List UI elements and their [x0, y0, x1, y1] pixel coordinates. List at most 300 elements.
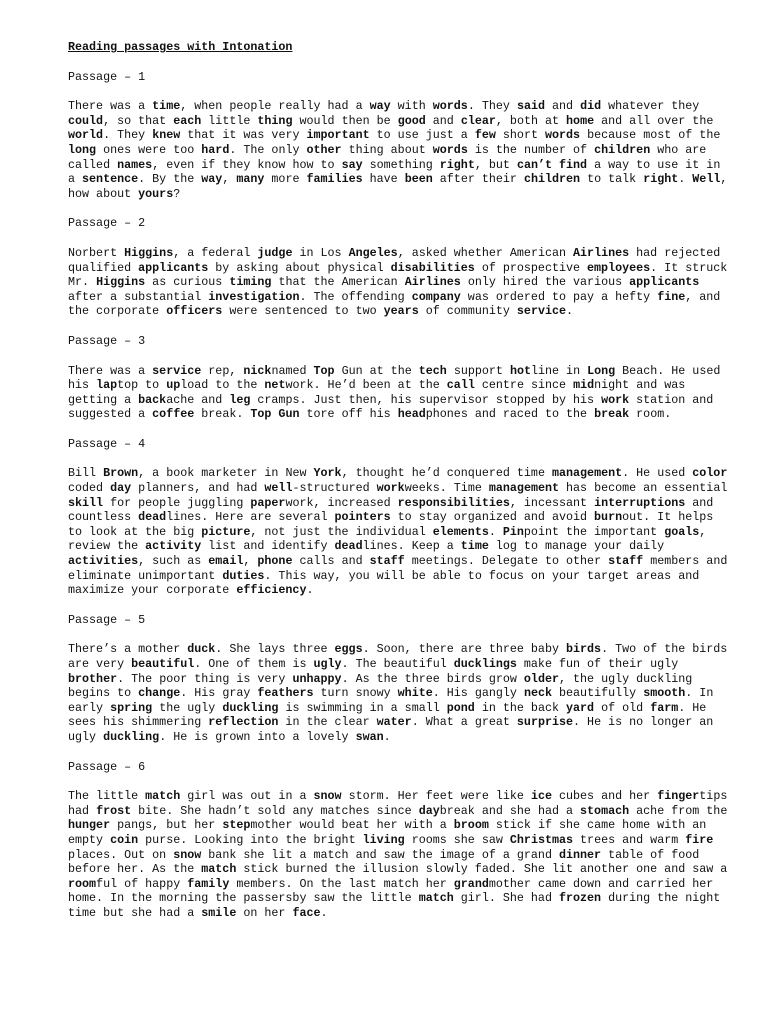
plain-text: bank she lit a match and saw the image of a grand — [201, 847, 559, 862]
plain-text: and — [425, 113, 461, 128]
plain-text: . — [678, 172, 693, 187]
plain-text: . One of them is — [194, 657, 314, 671]
plain-text: to stay organized and avoid — [390, 510, 595, 525]
plain-text: short — [495, 128, 545, 143]
plain-text: more — [264, 172, 307, 187]
stressed-word: head — [397, 407, 426, 422]
plain-text: , so that — [103, 113, 174, 128]
stressed-word: smooth — [643, 686, 686, 701]
stressed-word: Higgins — [96, 275, 146, 290]
plain-text: , thought he’d conquered time — [341, 466, 552, 481]
plain-text: beautifully — [552, 686, 644, 701]
stressed-word: responsibilities — [397, 495, 510, 510]
plain-text: There’s a mother — [68, 642, 188, 657]
plain-text: is the number of — [467, 142, 595, 157]
plain-text: There was a — [68, 99, 153, 114]
stressed-word: up — [166, 378, 181, 393]
passage-heading: Passage – 2 — [68, 216, 146, 231]
passage-text — [68, 789, 728, 920]
passage-heading: Passage – 6 — [68, 759, 146, 774]
stressed-word: fire — [685, 832, 714, 847]
passage-text — [68, 466, 728, 597]
passage — [68, 613, 728, 745]
plain-text: make fun of their ugly — [516, 657, 679, 671]
stressed-word: ice — [530, 789, 552, 804]
plain-text: whatever they — [601, 99, 700, 114]
plain-text: . — [306, 583, 314, 598]
stressed-word: yours — [138, 186, 174, 201]
stressed-word: good — [397, 113, 426, 128]
passage-text — [68, 364, 728, 422]
passage — [68, 70, 728, 202]
plain-text: to talk — [580, 172, 644, 187]
plain-text: coded — [68, 481, 111, 496]
plain-text: . What a great — [411, 715, 517, 730]
stressed-word: service — [152, 363, 202, 378]
stressed-word: picture — [201, 524, 251, 539]
stressed-word: names — [117, 157, 153, 172]
stressed-word: room — [68, 876, 97, 891]
stressed-word: coffee — [152, 407, 195, 422]
plain-text: . He is grown into a lovely — [159, 729, 356, 744]
plain-text: , but — [474, 157, 517, 172]
stressed-word: company — [411, 289, 461, 304]
stressed-word: change — [138, 686, 181, 701]
plain-text: , — [243, 554, 258, 569]
plain-text: with — [390, 99, 433, 114]
plain-text: , — [222, 172, 237, 187]
plain-text: only hired the various — [460, 275, 630, 290]
stressed-word: brother — [68, 671, 118, 686]
stressed-word: living — [362, 832, 405, 847]
passage — [68, 216, 728, 319]
stressed-word: nick — [243, 363, 272, 378]
plain-text: cubes and her — [551, 789, 658, 804]
plain-text: . He used — [622, 466, 693, 481]
plain-text: by asking about physical — [208, 260, 391, 275]
plain-text: for people juggling — [103, 495, 251, 510]
stressed-word: match — [201, 862, 237, 877]
plain-text: in the clear — [278, 715, 377, 730]
stressed-word: broom — [453, 818, 489, 833]
plain-text: , the ugly duckling begins to — [68, 671, 693, 701]
plain-text: is swimming in a small — [278, 700, 447, 715]
passage-text — [68, 99, 728, 201]
document-title: Reading passages with Intonation — [68, 40, 293, 54]
plain-text: . By the — [138, 172, 202, 187]
plain-text: ache from the — [629, 803, 728, 818]
plain-text: turn snowy — [313, 686, 398, 701]
plain-text: , how about — [68, 172, 728, 201]
stressed-word: service — [516, 304, 567, 319]
stressed-word: timing — [229, 275, 272, 290]
stressed-word: work — [601, 392, 630, 407]
passage — [68, 334, 728, 422]
stressed-word: eggs — [334, 642, 363, 657]
stressed-word: hunger — [68, 818, 111, 833]
passage-text — [68, 642, 728, 744]
passage — [68, 437, 728, 598]
stressed-word: said — [516, 99, 545, 114]
stressed-word: pond — [446, 700, 475, 715]
stressed-word: water — [376, 715, 412, 730]
stressed-word: mid — [573, 378, 595, 393]
passage-heading: Passage – 1 — [68, 69, 146, 84]
plain-text: during the night time but she had a — [68, 891, 721, 920]
stressed-word: important — [306, 128, 370, 143]
stressed-word: birds — [566, 642, 602, 657]
stressed-word: dead — [138, 510, 167, 525]
stressed-word: Top — [313, 363, 335, 378]
stressed-word: Brown — [103, 466, 139, 481]
stressed-word: York — [313, 466, 342, 481]
plain-text: top to — [117, 378, 167, 393]
stressed-word: reflection — [208, 715, 279, 730]
stressed-word: lap — [96, 378, 118, 393]
plain-text: as curious — [145, 275, 230, 290]
stressed-word: years — [383, 304, 419, 319]
stressed-word: color — [692, 466, 728, 481]
stressed-word: officers — [166, 304, 223, 319]
stressed-word: fine — [657, 289, 686, 304]
stressed-word: thing — [257, 113, 293, 128]
plain-text: named — [271, 363, 314, 378]
stressed-word: family — [187, 876, 230, 891]
plain-text: after their — [432, 172, 524, 187]
plain-text: Beach. He used his — [68, 363, 721, 393]
stressed-word: judge — [257, 245, 293, 260]
plain-text: ? — [173, 186, 181, 201]
plain-text: , such as — [138, 554, 209, 569]
stressed-word: other — [306, 142, 342, 157]
plain-text: table of food before her. As the — [68, 847, 700, 877]
stressed-word: efficiency — [236, 583, 307, 598]
plain-text: in Los — [292, 245, 349, 260]
plain-text: have — [362, 172, 405, 187]
stressed-word: interruptions — [594, 495, 686, 510]
stressed-word: duckling — [103, 729, 160, 744]
stressed-word: can’t find — [516, 157, 588, 172]
passage-heading: Passage – 3 — [68, 333, 146, 348]
plain-text: The little — [68, 789, 146, 804]
plain-text: who are called — [68, 142, 707, 172]
stressed-word: feathers — [257, 686, 314, 701]
plain-text: , review the — [68, 524, 707, 554]
plain-text: weeks. Time — [404, 481, 489, 496]
stressed-word: spring — [110, 700, 153, 715]
plain-text: was ordered to pay a hefty — [460, 289, 658, 304]
plain-text: , even if they know how to — [152, 157, 342, 172]
stressed-word: Airlines — [573, 245, 630, 260]
stressed-word: phone — [257, 554, 293, 569]
stressed-word: step — [222, 818, 251, 833]
plain-text: storm. Her feet were like — [341, 789, 531, 804]
plain-text: lines. Here are several — [166, 510, 335, 525]
plain-text: tore off his — [299, 407, 398, 422]
plain-text: that it was very — [180, 128, 307, 143]
plain-text: stick if she came home with an empty — [68, 818, 707, 847]
stressed-word: break — [594, 407, 630, 422]
plain-text: There was a — [68, 363, 153, 378]
plain-text: night and was getting a — [68, 378, 686, 407]
plain-text: break. — [194, 407, 251, 422]
stressed-word: way — [369, 99, 391, 114]
passage-heading: Passage – 5 — [68, 612, 146, 627]
stressed-word: ugly — [313, 657, 342, 671]
stressed-word: time — [460, 539, 489, 554]
plain-text: . Soon, there are three baby — [362, 642, 566, 657]
plain-text: line in — [530, 363, 588, 378]
stressed-word: world — [68, 128, 104, 143]
plain-text: break and she had a — [439, 803, 581, 818]
stressed-word: could — [68, 113, 104, 128]
stressed-word: surprise — [516, 715, 574, 730]
plain-text: . He is no longer an ugly — [68, 715, 714, 744]
plain-text: , and the corporate — [68, 289, 721, 319]
plain-text: members and eliminate unimportant — [68, 554, 728, 583]
document-page — [68, 40, 728, 936]
plain-text: of community — [418, 304, 517, 319]
plain-text: . This way, you will be able to focus on your target areas and maximize your corporate — [68, 568, 700, 598]
plain-text: places. Out on — [68, 847, 174, 862]
plain-text: of old — [594, 700, 651, 715]
stressed-word: right — [439, 157, 475, 172]
plain-text: tips had — [68, 789, 728, 818]
plain-text: rooms she saw — [404, 832, 510, 847]
stressed-word: leg — [229, 392, 251, 407]
stressed-word: elements — [432, 524, 489, 539]
plain-text: lines. Keep a — [362, 539, 461, 554]
stressed-word: day — [418, 803, 440, 818]
plain-text: , both at — [495, 113, 567, 128]
plain-text: ful of happy — [96, 876, 188, 891]
plain-text: support — [446, 363, 510, 378]
plain-text: a way to use it in a — [68, 157, 721, 187]
plain-text: cramps. Just then, his supervisor stopped by his — [250, 392, 602, 407]
plain-text: calls and — [292, 554, 370, 569]
stressed-word: farm — [650, 700, 679, 715]
plain-text: after a substantial — [68, 289, 209, 304]
stressed-word: Pin — [502, 524, 524, 539]
stressed-word: few — [474, 128, 496, 143]
stressed-word: match — [418, 891, 454, 906]
plain-text: list and identify — [201, 539, 335, 554]
stressed-word: face — [292, 905, 321, 920]
stressed-word: work — [376, 481, 405, 496]
plain-text: , incessant — [509, 495, 595, 510]
plain-text: purse. Looking into the bright — [138, 832, 363, 847]
plain-text: . His gangly — [432, 686, 524, 701]
stressed-word: day — [110, 481, 132, 496]
plain-text: something — [362, 157, 440, 172]
stressed-word: clear — [460, 113, 496, 128]
stressed-word: did — [580, 99, 602, 114]
passage-heading: Passage – 4 — [68, 436, 146, 451]
stressed-word: words — [432, 142, 468, 157]
plain-text: on her — [236, 905, 293, 920]
plain-text: , a book marketer in New — [138, 466, 314, 481]
stressed-word: activities — [68, 554, 139, 569]
plain-text: , when people really had a — [180, 99, 370, 114]
plain-text: because most of the — [580, 128, 721, 143]
plain-text: trees and warm — [573, 832, 686, 847]
stressed-word: finger — [657, 789, 700, 804]
plain-text: Norbert — [68, 245, 125, 260]
plain-text: . The offending — [299, 289, 412, 304]
stressed-word: paper — [250, 495, 286, 510]
plain-text: . The only — [229, 142, 307, 157]
plain-text: load to the — [180, 378, 265, 393]
stressed-word: right — [643, 172, 679, 187]
stressed-word: dead — [334, 539, 363, 554]
plain-text: out. It helps to look at the big — [68, 510, 714, 539]
stressed-word: time — [152, 99, 181, 114]
plain-text: bite. She hadn’t sold any matches since — [131, 803, 419, 818]
plain-text: . It struck Mr. — [68, 260, 728, 290]
stressed-word: grand — [453, 876, 489, 891]
stressed-word: dinner — [558, 847, 602, 862]
plain-text: thing about — [341, 142, 433, 157]
stressed-word: staff — [608, 554, 644, 569]
plain-text: pangs, but her — [110, 818, 223, 833]
plain-text: . The beautiful — [341, 657, 454, 671]
plain-text: . — [488, 524, 503, 539]
plain-text: mother came down and carried her home. In the morning the passersby saw the little — [68, 876, 714, 906]
stressed-word: duck — [187, 642, 216, 657]
stressed-word: Well — [692, 172, 721, 187]
plain-text: rep, — [201, 363, 244, 378]
plain-text: girl was out in a — [180, 789, 314, 804]
plain-text: station and suggested a — [68, 392, 714, 422]
plain-text: members. On the last match her — [229, 876, 454, 891]
plain-text: Gun at the — [334, 363, 419, 378]
plain-text: centre since — [474, 378, 574, 393]
plain-text: . The poor thing is very — [117, 671, 293, 686]
stressed-word: white — [397, 686, 433, 701]
stressed-word: ducklings — [453, 657, 517, 671]
stressed-word: call — [446, 378, 475, 393]
plain-text: . They — [467, 99, 517, 114]
stressed-word: activity — [145, 539, 202, 554]
stressed-word: stomach — [580, 803, 630, 818]
stressed-word: coin — [110, 832, 139, 847]
stressed-word: Angeles — [348, 245, 398, 260]
stressed-word: home — [566, 113, 595, 128]
plain-text: ache and — [166, 392, 230, 407]
stressed-word: words — [545, 128, 581, 143]
plain-text: Bill — [68, 466, 104, 481]
stressed-word: unhappy — [292, 671, 342, 686]
stressed-word: duties — [222, 568, 265, 583]
stressed-word: say — [341, 157, 363, 172]
plain-text: that the American — [271, 275, 405, 290]
stressed-word: long — [68, 142, 97, 157]
stressed-word: investigation — [208, 289, 300, 304]
plain-text: work, increased — [285, 495, 398, 510]
stressed-word: goals — [664, 524, 700, 539]
stressed-word: each — [173, 113, 202, 128]
plain-text: . — [566, 304, 574, 319]
stressed-word: been — [404, 172, 433, 187]
stressed-word: applicants — [138, 260, 209, 275]
stressed-word: knew — [152, 128, 181, 143]
plain-text: work. He’d been at the — [285, 378, 447, 393]
plain-text: log to manage your daily — [488, 539, 665, 554]
plain-text: . In early — [68, 686, 714, 715]
plain-text: . His gray — [180, 686, 258, 701]
stressed-word: burn — [594, 510, 623, 525]
plain-text: point the important — [523, 524, 665, 539]
stressed-word: sentence — [82, 172, 139, 187]
plain-text: room. — [629, 407, 672, 422]
plain-text: had rejected qualified — [68, 245, 721, 275]
plain-text: . Two of the birds are very — [68, 642, 728, 671]
stressed-word: pointers — [334, 510, 391, 525]
stressed-word: back — [138, 392, 167, 407]
plain-text: and all over the — [594, 113, 714, 128]
stressed-word: beautiful — [131, 657, 195, 671]
stressed-word: way — [201, 172, 223, 187]
stressed-word: smile — [201, 905, 237, 920]
stressed-word: management — [488, 481, 560, 496]
stressed-word: net — [264, 378, 286, 393]
stressed-word: older — [523, 671, 559, 686]
plain-text: were sentenced to two — [222, 304, 384, 319]
plain-text: and countless — [68, 495, 714, 525]
stressed-word: Long — [587, 363, 616, 378]
stressed-word: well — [264, 481, 293, 496]
plain-text: , not just the individual — [250, 524, 433, 539]
plain-text: has become an essential — [559, 481, 728, 496]
plain-text: , a federal — [173, 245, 258, 260]
stressed-word: email — [208, 554, 244, 569]
stressed-word: words — [432, 99, 468, 114]
stressed-word: applicants — [629, 275, 700, 290]
stressed-word: duckling — [222, 700, 279, 715]
stressed-word: yard — [566, 700, 595, 715]
plain-text: to use just a — [369, 128, 475, 143]
plain-text: would then be — [292, 113, 398, 128]
plain-text: and — [545, 99, 581, 114]
stressed-word: management — [551, 466, 623, 481]
stressed-word: match — [145, 789, 181, 804]
stressed-word: frozen — [558, 891, 602, 906]
plain-text: . She lays three — [215, 642, 335, 657]
stressed-word: employees — [587, 260, 651, 275]
plain-text: ones were too — [96, 142, 202, 157]
stressed-word: Christmas — [509, 832, 574, 847]
plain-text: meetings. Delegate to other — [404, 554, 609, 569]
stressed-word: hard — [201, 142, 230, 157]
plain-text: mother would beat her with a — [250, 818, 454, 833]
plain-text: in the back — [474, 700, 567, 715]
stressed-word: families — [306, 172, 363, 187]
plain-text: , asked whether American — [397, 245, 574, 260]
stressed-word: snow — [173, 847, 202, 862]
plain-text: stick burned the illusion slowly faded. She lit another one and saw a — [236, 862, 728, 877]
plain-text: girl. She had — [453, 891, 559, 906]
stressed-word: disabilities — [390, 260, 475, 275]
passage-text — [68, 246, 728, 319]
stressed-word: hot — [509, 363, 531, 378]
plain-text: . He sees his shimmering — [68, 700, 707, 730]
stressed-word: children — [523, 172, 581, 187]
stressed-word: snow — [313, 789, 342, 804]
plain-text: . As the three birds grow — [341, 671, 524, 686]
stressed-word: many — [236, 172, 265, 187]
plain-text: little — [201, 113, 258, 128]
plain-text: -structured — [292, 481, 377, 496]
